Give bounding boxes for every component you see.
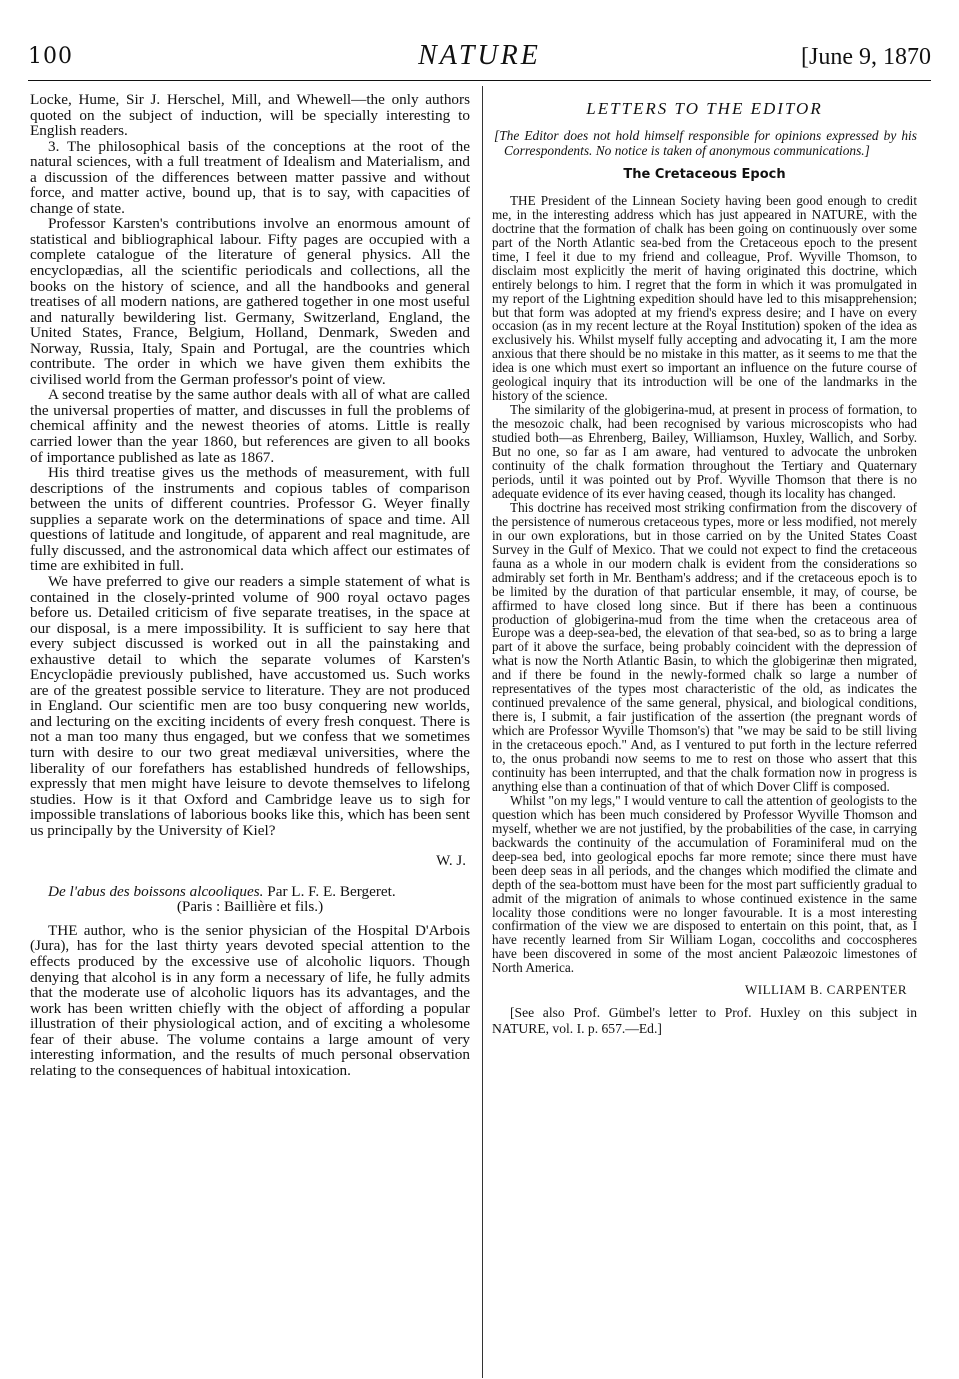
letter-signature: WILLIAM B. CARPENTER [744, 982, 907, 998]
section-heading: LETTERS TO THE EDITOR [586, 99, 823, 118]
article-paragraph: His third treatise gives us the methods of measurement, with full descriptions of the instruments and copious tables of comparison between the units of different countries. Professor G. Weyer finally supplies a separate work on the determinations of space and time. All questions of latitude and longitude, of apparent and real magnitude, are fully discussed, and the astronomical data which affect our estimates of time are exhibited in full. [30, 464, 470, 575]
page-header [28, 40, 931, 76]
book-review-text: THE author, who is the senior physician of the Hospital D'Arbois (Jura), has for the last thirty years devoted special attention to the effects produced by the excessive use of alcoholic liquors. Though denying that alcohol is in any form a necessary of life, he fully admits that the moderate use of alcoholic liquors has its advantages, and the work has been written chiefly with the object of affording a popular illustration of their physiological action, and of exciting a wholesome fear of their abuse. The volume contains a large amount of very interesting information, and the results of much personal observation relating to the consequences of habitual intoxication. [30, 921, 470, 1079]
masthead: NATURE [418, 40, 541, 71]
editor-disclaimer: [The Editor does not hold himself responsible for opinions expressed by his Correspondents. No notice is taken of anonymous communications.] [494, 127, 917, 158]
editor-note: [See also Prof. Gümbel's letter to Prof. Huxley on this subject in NATURE, vol. I. p. 657.—Ed.] [492, 1005, 917, 1037]
article-paragraph: Professor Karsten's contributions involve an enormous amount of statistical and bibliographical labour. Fifty pages are occupied with a complete catalogue of the literature of general physics. All the encyclopædias, all the scientific periodicals and collections, all the books on the history of science, and all the handbooks and general treatises of all modern nations, are gathered together in one most useful and naturally bewildering list. Germany, Switzerland, England, the United States, France, Belgium, Holland, Denmark, Sweden and Norway, Russia, Italy, Spain and Portugal, are the countries which contribute. The order in which we have given them exhibits the civilised world from the German professor's point of view. [30, 215, 470, 388]
page-number: 100 [28, 44, 73, 69]
left-column [30, 92, 470, 1078]
article-paragraph: Locke, Hume, Sir J. Herschel, Mill, and Whewell—the only authors quoted on the subject of induction, will be specially interesting to English readers. [30, 91, 470, 140]
right-column [492, 92, 917, 1037]
letter-title: The Cretaceous Epoch [623, 166, 786, 182]
book-heading [30, 884, 470, 900]
header-rule [28, 80, 931, 81]
letter-paragraph: Whilst "on my legs," I would venture to call the attention of geologists to the question which has been much considered by Professor Wyville Thomson and myself, whether we are not justified, by the probabilities of the case, in carrying backwards the continuity of the accumulation of Foraminiferal mud on the deep-sea bed, into geological epochs far more remote; since there must have been deep seas in all periods, and the changes which modified the climate and depth of the sea-bottom must have been for the most part sufficiently gradual to admit of the migration of animals to whose continued existence in the same locality those conditions were no longer favourable. It is a most interesting confirmation of the view we are disposed to entertain on this point, that, as I have recently learned from Sir William Logan, coccoliths and coccospheres have been discovered in some of the most ancient Palæozoic limestones of North America. [492, 792, 917, 976]
article-paragraph: We have preferred to give our readers a simple statement of what is contained in the closely-printed volume of 900 royal octavo pages before us. Detailed criticism of five separate treatises, in the space at our disposal, is a mere impossibility. It is sufficient to say here that every subject discussed is worked out in all the painstaking and exhaustive detail to which the separate volumes of Karsten's Encyclopädie previously published, have accustomed us. Such works are of the greatest possible service to literature. They are not produced in England. Our scientific men are too busy conquering new worlds, and lecturing on the exciting incidents of every fresh conquest. There is not a man too many thus engaged, but we confess that we sometimes turn with desire to our two great mediæval universities, where the liberality of our forefathers has established hundreds of fellowships, expressly that men might have leisure to devote themselves to lifelong studies. How is it that Oxford and Cambridge leave us to sigh for impossible translations of laborious books like this, which has been sent us principally by the University of Kiel? [30, 572, 470, 839]
article-paragraph: 3. The philosophical basis of the conceptions at the root of the natural sciences, with a full treatment of Idealism and Materialism, and a discussion of the differences between matter passive and without force, and matter active, bound up, that is to say, with capacities of change of state. [30, 137, 470, 217]
column-divider [482, 86, 483, 1378]
book-author: Par L. F. E. Bergeret. [267, 882, 396, 900]
letter-paragraph: This doctrine has received most striking confirmation from the discovery of the persistence of numerous cretaceous types, more or less modified, not merely in our own explorations, but in those carried on by the United States Coast Survey in the Gulf of Mexico. That we could not expect to find the cretaceous fauna as a whole in our modern chalk is evident from the considerations so admirably set forth in Mr. Bentham's address; and if the cretaceous epoch is to be limited by the duration of that particular ensemble, it may, of course, be affirmed to have closed long since. But if there has been a continuous production of globigerina-mud from the time when the cretaceous area of Europe was a deep-sea-bed, the elevation of that sea-bed, so as to bring a large part of it above the surface, being probably coincident with the depression of what is now the North Atlantic Basin, to which the globigerinæ then migrated, and if there be found in the newly-formed chalk so large a number of representatives of the types most characteristic of the old, as indicates the continued prevalence of the same general, physical, and biological conditions, there is, I submit, a fair justification of the assertion (the pregnant words of which are Professor Wyville Thomson's) that "we may be said to be still living in the cretaceous epoch." And, as I ventured to put forth in the lecture referred to, the onus probandi now seems to me to rest on those who assert that this continuity has been interrupted, and that the chalk formation now in progress is anything else than a continuation of that of which Dover Cliff is composed. [492, 499, 917, 794]
letter-paragraph: THE President of the Linnean Society having been good enough to credit me, in the interesting address which has just appeared in NATURE, with the doctrine that the formation of chalk has been going on continuously over some part of the North Atlantic sea-bed from the Cretaceous epoch to the present time, I feel it due to my friend and colleague, Prof. Wyville Thomson, to disclaim most explicitly the merit of having originated this doctrine, which entirely belongs to him. I regret that the form in which it was promulgated in my report of the Lightning expedition should have led to this misapprehension; but that form was adopted at my friend's express desire; and I have on every occasion (as in my recent lecture at the Royal Institution) spoken of the idea as exclusively his. Whilst myself fully accepting and advocating it, I am the more anxious that there should be no mistake in this matter, as it seems to me that the idea is one which must exert so important an influence on the future course of geological inquiry that its introduction will be one of the landmarks in the history of the science. [492, 192, 917, 404]
book-title: De l'abus des boissons alcooliques. [48, 882, 264, 900]
letter-paragraph: The similarity of the globigerina-mud, at present in process of formation, to the mesozoic chalk, had been recognised by various microscopists who had studied both—as Ehrenberg, Bailey, Williamson, Huxley, Wallich, and Sorby. But no one, so far as I am aware, had ventured to advocate the unbroken continuity of the chalk formation throughout the Tertiary and Quaternary periods, until it was pointed out by Prof. Wyville Thomson that there is no adequate evidence of its ever having ceased, though its locality has changed. [492, 402, 917, 501]
book-publisher: (Paris : Baillière et fils.) [176, 898, 324, 916]
article-paragraph: A second treatise by the same author deals with all of what are called the universal properties of matter, and discusses in full the problems of chemical affinity and the newest theories of atoms. Little is really carried lower than the year 1860, but references are given to all books of importance published as late as 1867. [30, 386, 470, 466]
review-signature: W. J. [436, 853, 466, 870]
issue-date: [June 9, 1870 [801, 44, 931, 70]
